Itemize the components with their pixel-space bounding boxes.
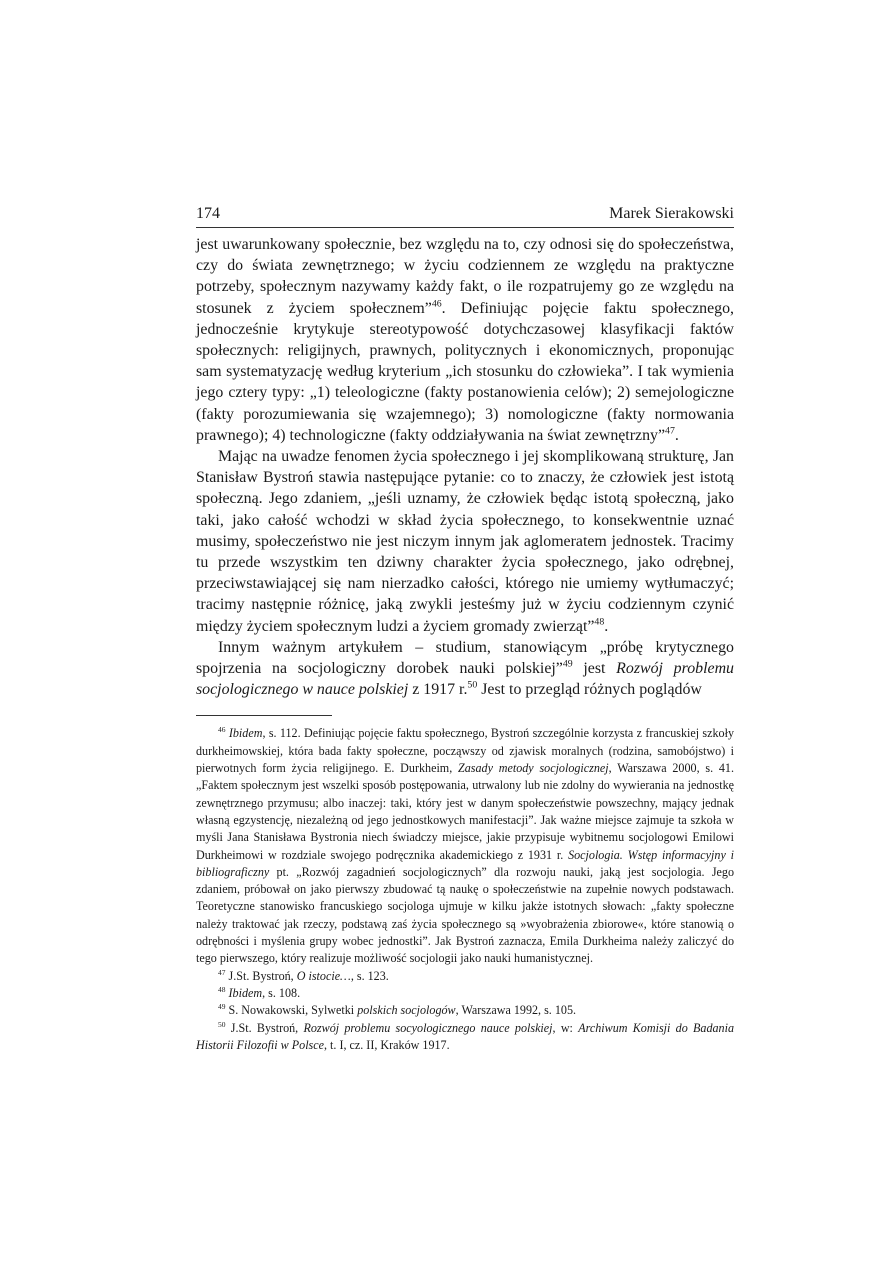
- work-title: polskich socjologów: [357, 1003, 456, 1018]
- footnote-number: 46: [218, 725, 226, 735]
- text-run: z 1917 r.: [408, 681, 468, 699]
- work-title: Socjologia. Wstęp informacyjny i bibliograficzny: [196, 847, 734, 879]
- text-run: , s. 112. Definiując pojęcie faktu społecznego, Bystroń szczególnie korzysta z francuskiej szkoły durkheimowskiej, która bada fakty społeczne, począwszy od zjawisk moralnych (rodzina, samobójstwo) i pierwotnych form życia religijnego. E. Durkheim,: [196, 726, 734, 776]
- text-run: jest uwarunkowany społecznie, bez względu na to, czy odnosi się do społeczeństwa, czy do świata zewnętrznego; w życiu codziennem ze względu na praktyczne potrzeby, społecznym nazywamy każdy fakt, o ile rozpatrujemy go ze względu na stosunek z życiem społecznem”: [196, 236, 734, 317]
- footnotes: [196, 725, 734, 1054]
- text-run: Mając na uwadze fenomen życia społecznego i jej skomplikowaną strukturę, Jan Stanisław Bystroń stawia następujące pytanie: co to znaczy, że człowiek jest istotą społeczną. Jego zdaniem, „jeśli uznamy, że człowiek będąc istotą społeczną, jako taki, jako całość wchodzi w skład życia społecznego, to konsekwentnie uznać musimy, społeczeństwo nie jest niczym innym jak aglomeratem jednostek. Tracimy tu przede wszystkim ten dziwny charakter życia społecznego, jako odrębnej, przeciwstawiającej się nam nierzadko całości, którego nie umiemy wytłumaczyć; tracimy następnie różnicę, jaką zwykli jesteśmy już w życiu codziennym czynić między życiem społecznym ludzi a życiem gromady zwierząt”: [196, 448, 734, 635]
- text-run: , s. 108.: [262, 985, 301, 1000]
- work-title: Zasady metody socjologicznej: [458, 761, 609, 776]
- text-run: J.St. Bystroń,: [225, 968, 297, 983]
- page-number: 174: [196, 205, 220, 222]
- footnote-separator: [196, 715, 332, 716]
- ibidem: Ibidem: [228, 985, 263, 1000]
- footnote-50: [196, 1020, 734, 1055]
- footnote-48: [196, 985, 734, 1002]
- footnote-ref-46[interactable]: 46: [431, 298, 442, 310]
- paragraph-3: [196, 637, 734, 701]
- footnote-ref-49[interactable]: 49: [562, 658, 573, 670]
- text-run: .: [604, 617, 609, 635]
- text-run: pt. „Rozwój zagadnień socjologicznych” dla rozwoju nauki, jaką jest socjologia. Jego zdaniem, próbował on jako pierwszy zbudować tą naukę o społeczeństwie na zupełnie nowych podstawach. Teoretyczne stanowisko francuskiego socjologa ujmuje w kilku jakże istotnych słowach: „fakty społeczne należy traktować jak rzeczy, podstawą zaś życia społecznego są »wyobrażenia zbiorowe«, które stanowią o odrębności i myślenia grupy wobec jednostki”. Jak Bystroń zaznacza, Emila Durkheima należy zaliczyć do tego pierwszego, który realizuje możliwość socjologii jako nauki humanistycznej.: [196, 864, 734, 966]
- footnote-number: 47: [218, 967, 226, 977]
- text-run: , w:: [552, 1020, 579, 1035]
- footnote-ref-47[interactable]: 47: [665, 425, 675, 437]
- footnote-number: 48: [218, 984, 226, 994]
- text-run: . Definiując pojęcie faktu społecznego, jednocześnie krytykuje stereotypowość dotychczasowej klasyfikacji faktów społecznych: religijnych, prawnych, politycznych i ekonomicznych, proponując sam systematyzację według kryterium „ich stosunku do człowieka”. I tak wymienia jego cztery typy: „1) teleologiczne (fakty postanowienia celów); 2) semejologiczne (fakty porozumiewania się wzajemnego); 3) nomologiczne (fakty normowania prawnego); 4) technologiczne (fakty oddziaływania na świat zewnętrzny”: [196, 299, 734, 444]
- text-run: jest: [572, 660, 617, 678]
- work-title: Rozwój problemu socyologicznego nauce polskiej: [303, 1020, 553, 1035]
- text-run: S. Nowakowski, Sylwetki: [225, 1003, 358, 1018]
- running-header: [196, 204, 734, 228]
- paragraph-2: [196, 446, 734, 637]
- footnote-47: [196, 968, 734, 985]
- book-page: [196, 204, 734, 1054]
- footnote-49: [196, 1002, 734, 1019]
- footnote-number: 49: [218, 1002, 226, 1012]
- footnote-ref-48[interactable]: 48: [594, 616, 605, 628]
- main-text: [196, 234, 734, 700]
- text-run: J.St. Bystroń,: [225, 1020, 304, 1035]
- work-title: O istocie…: [296, 968, 351, 983]
- text-run: , Warszawa 1992, s. 105.: [455, 1003, 577, 1018]
- text-run: .: [674, 426, 679, 444]
- footnote-ref-50[interactable]: 50: [467, 679, 478, 691]
- footnote-46: [196, 725, 734, 967]
- paragraph-1: [196, 234, 734, 446]
- running-author: Marek Sierakowski: [609, 205, 734, 222]
- text-run: Jest to przegląd różnych poglądów: [477, 681, 702, 699]
- text-run: Innym ważnym artykułem – studium, stanowiącym „próbę krytycznego spojrzenia na socjologiczny dorobek nauki polskiej”: [196, 638, 734, 678]
- text-run: , t. I, cz. II, Kraków 1917.: [324, 1037, 450, 1052]
- ibidem: Ibidem: [228, 726, 263, 741]
- text-run: , s. 123.: [350, 968, 389, 983]
- text-run: , Warszawa 2000, s. 41. „Faktem społecznym jest wszelki sposób postępowania, utrwalony lub nie zdolny do wywierania na jednostkę zewnętrznego przymusu; albo inaczej: taki, który jest w danym społeczeństwie powszechny, mający jednak własną egzystencję, niezależną od jego jednostkowych manifestacji”. Jak ważne miejsce zajmuje ta szkoła w myśli Jana Stanisława Bystronia niech świadczy miejsce, jakie przypisuje wybitnemu socjologowi Emilowi Durkheimowi w rozdziale swojego podręcznika akademickiego z 1931 r.: [196, 761, 734, 862]
- work-title: Rozwój problemu socjologicznego w nauce polskiej: [196, 660, 734, 699]
- work-title: Archiwum Komisji do Badania Historii Filozofii w Polsce: [196, 1020, 734, 1052]
- footnote-number: 50: [218, 1019, 226, 1029]
